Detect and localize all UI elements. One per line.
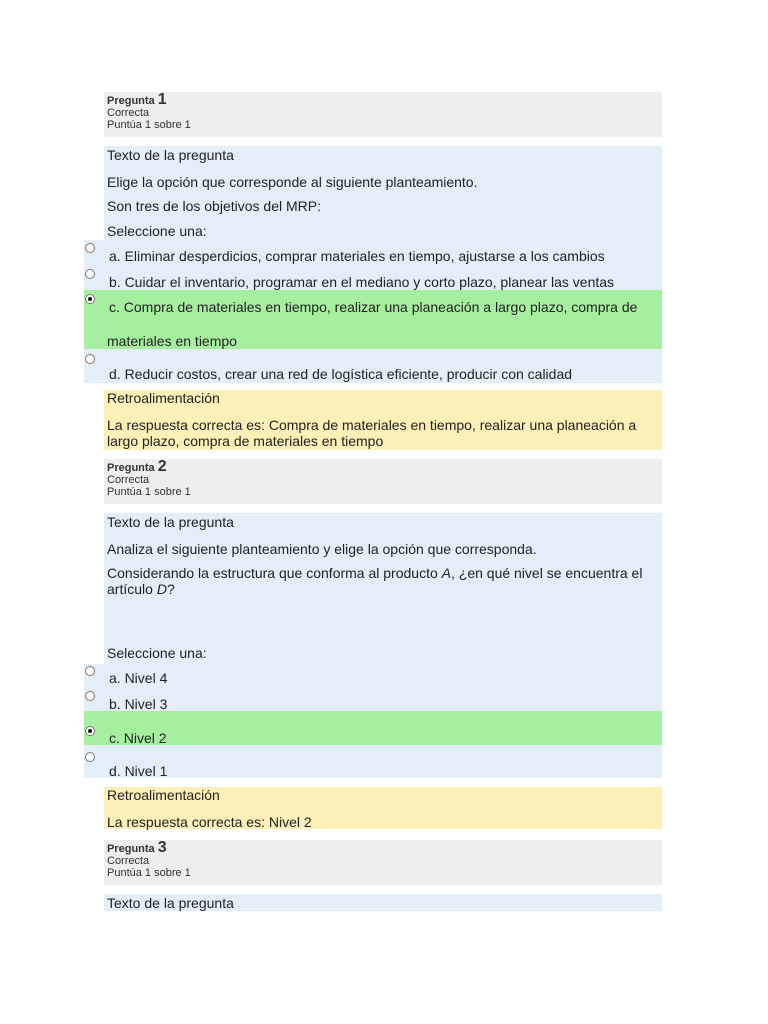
radio-option-d[interactable] — [85, 752, 95, 762]
feedback-text: La respuesta correcta es: Compra de materiales en tiempo, realizar una planeación a largo plazo, compra de materiales en tiempo — [107, 417, 637, 449]
radio-option-d[interactable] — [85, 354, 95, 364]
question-prompt-structure: Considerando la estructura que conforma al producto A, ¿en qué nivel se encuentra el artículo D? — [107, 565, 643, 597]
option-b-label[interactable]: b. Cuidar el inventario, programar en el mediano y corto plazo, planear las ventas — [109, 274, 615, 290]
question-text-heading: Texto de la pregunta — [107, 147, 234, 163]
question-3-info — [104, 840, 662, 885]
question-score: Puntúa 1 sobre 1 — [107, 119, 191, 131]
radio-option-b[interactable] — [85, 691, 95, 701]
option-a-label[interactable]: a. Eliminar desperdicios, comprar materiales en tiempo, ajustarse a los cambios — [109, 248, 605, 264]
question-number: 3 — [157, 839, 167, 856]
item-d-label: D — [156, 581, 167, 597]
feedback-heading: Retroalimentación — [107, 787, 220, 803]
question-status: Correcta — [107, 107, 150, 119]
option-d-label[interactable]: d. Reducir costos, crear una red de logística eficiente, producir con calidad — [109, 366, 573, 382]
question-status: Correcta — [107, 474, 150, 486]
option-c-label[interactable]: c. Nivel 2 — [109, 730, 167, 746]
question-number: 1 — [157, 91, 167, 108]
question-1-text-block — [104, 146, 662, 290]
option-d-label[interactable]: d. Nivel 1 — [109, 763, 168, 779]
question-status: Correcta — [107, 855, 150, 867]
question-score: Puntúa 1 sobre 1 — [107, 867, 191, 879]
radio-option-c-selected[interactable] — [85, 726, 95, 736]
question-prompt: Son tres de los objetivos del MRP: — [107, 198, 321, 214]
question-1-title — [107, 91, 659, 108]
question-label: Pregunta — [107, 462, 155, 474]
option-b-label[interactable]: b. Nivel 3 — [109, 696, 168, 712]
question-2-info — [104, 459, 662, 504]
option-c-label-continued[interactable]: materiales en tiempo — [107, 333, 237, 349]
select-one-label: Seleccione una: — [107, 223, 207, 239]
question-3-title — [107, 839, 659, 856]
feedback-heading: Retroalimentación — [107, 390, 220, 406]
radio-option-b[interactable] — [85, 269, 95, 279]
question-2-selected-option-highlight — [84, 711, 662, 745]
question-label: Pregunta — [107, 95, 155, 107]
radio-option-c-selected[interactable] — [85, 294, 95, 304]
question-label: Pregunta — [107, 843, 155, 855]
question-2-option-d-row — [84, 745, 662, 778]
radio-option-a[interactable] — [85, 666, 95, 676]
question-text-heading: Texto de la pregunta — [107, 514, 234, 530]
question-text-heading: Texto de la pregunta — [107, 895, 234, 911]
question-number: 2 — [157, 458, 167, 475]
question-2-title — [107, 458, 659, 475]
question-prompt: Elige la opción que corresponde al siguiente planteamiento. — [107, 174, 478, 190]
select-one-label: Seleccione una: — [107, 645, 207, 661]
option-c-label[interactable]: c. Compra de materiales en tiempo, realizar una planeación a largo plazo, compra de — [109, 299, 638, 315]
question-prompt: Analiza el siguiente planteamiento y elige la opción que corresponda. — [107, 541, 537, 557]
feedback-text: La respuesta correcta es: Nivel 2 — [107, 814, 312, 830]
product-a-label: A — [441, 565, 451, 581]
radio-option-a[interactable] — [85, 243, 95, 253]
question-score: Puntúa 1 sobre 1 — [107, 486, 191, 498]
question-1-info — [104, 92, 662, 137]
option-a-label[interactable]: a. Nivel 4 — [109, 670, 168, 686]
